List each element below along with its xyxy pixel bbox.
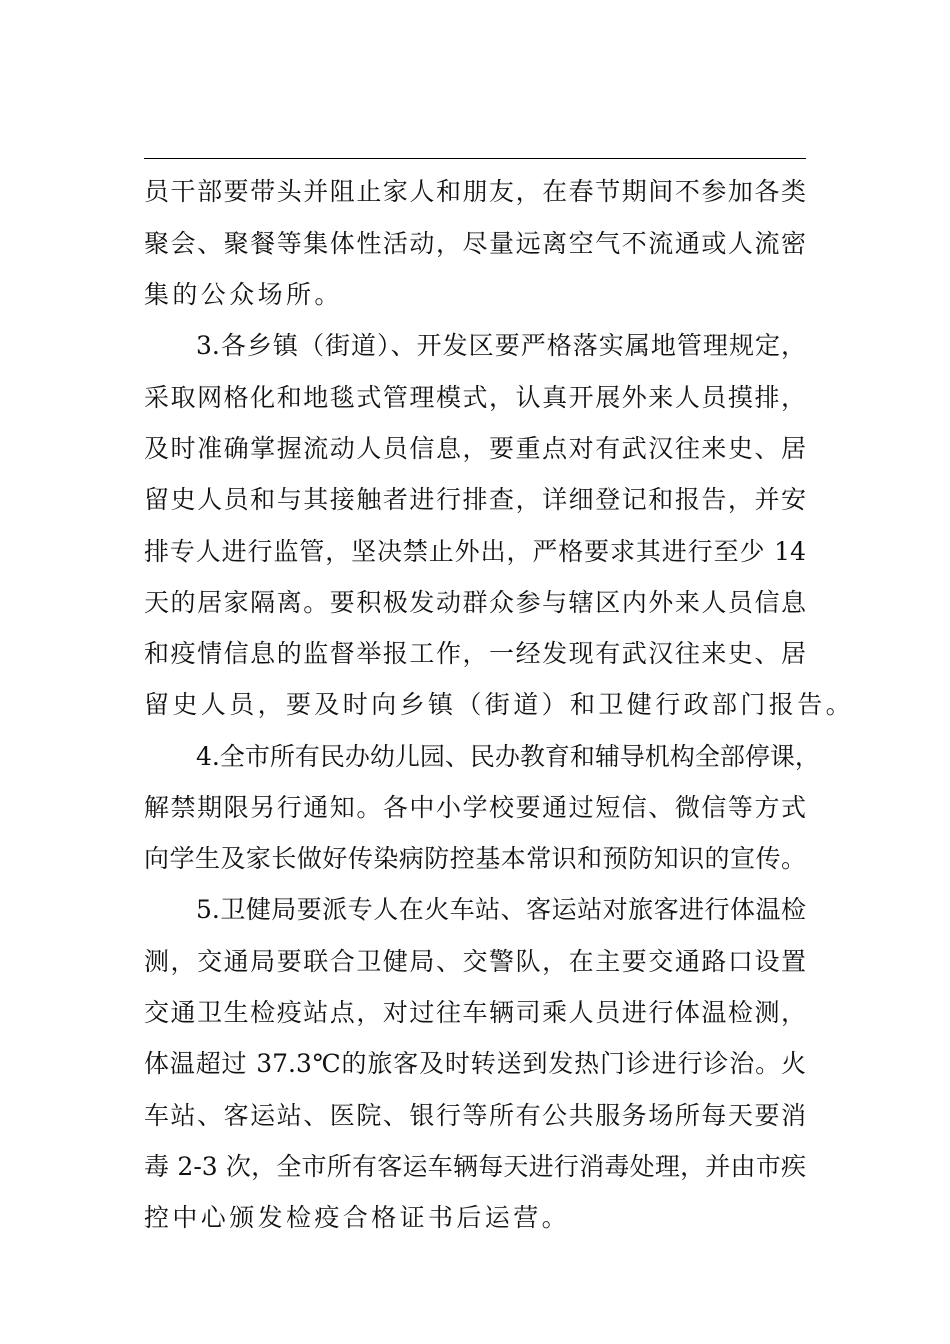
text-line: 及时准确掌握流动人员信息，要重点对有武汉往来史、居 xyxy=(144,434,806,463)
text-line: 车站、客运站、医院、银行等所有公共服务场所每天要消 xyxy=(144,1101,806,1130)
text-line: 留史人员，要及时向乡镇（街道）和卫健行政部门报告。 xyxy=(144,690,855,719)
text-line: 排专人进行监管，坚决禁止外出，严格要求其进行至少 14 xyxy=(144,537,806,566)
text-line: 采取网格化和地毯式管理模式，认真开展外来人员摸排， xyxy=(144,383,806,412)
text-line: 体温超过 37.3℃的旅客及时转送到发热门诊进行诊治。火 xyxy=(144,1049,806,1078)
text-line: 员干部要带头并阻止家人和朋友，在春节期间不参加各类 xyxy=(144,177,806,206)
text-line: 毒 2-3 次，全市所有客运车辆每天进行消毒处理，并由市疾 xyxy=(144,1152,806,1181)
text-line: 控中心颁发检疫合格证书后运营。 xyxy=(144,1203,571,1232)
text-line: 5.卫健局要派专人在火车站、客运站对旅客进行体温检 xyxy=(196,895,806,924)
text-line: 聚会、聚餐等集体性活动，尽量远离空气不流通或人流密 xyxy=(144,229,806,258)
text-line: 天的居家隔离。要积极发动群众参与辖区内外来人员信息 xyxy=(144,588,806,617)
header-rule xyxy=(144,158,806,159)
text-line: 留史人员和与其接触者进行排查，详细登记和报告，并安 xyxy=(144,485,806,514)
text-line: 向学生及家长做好传染病防控基本常识和预防知识的宣传。 xyxy=(144,844,806,873)
text-line: 交通卫生检疫站点，对过往车辆司乘人员进行体温检测， xyxy=(144,998,806,1027)
text-line: 测，交通局要联合卫健局、交警队，在主要交通路口设置 xyxy=(144,947,806,976)
text-line: 3.各乡镇（街道）、开发区要严格落实属地管理规定， xyxy=(196,331,806,360)
text-line: 集的公众场所。 xyxy=(144,280,343,309)
text-line: 和疫情信息的监督举报工作，一经发现有武汉往来史、居 xyxy=(144,639,806,668)
text-line: 4.全市所有民办幼儿园、民办教育和辅导机构全部停课， xyxy=(196,742,820,771)
text-line: 解禁期限另行通知。各中小学校要通过短信、微信等方式 xyxy=(144,793,806,822)
